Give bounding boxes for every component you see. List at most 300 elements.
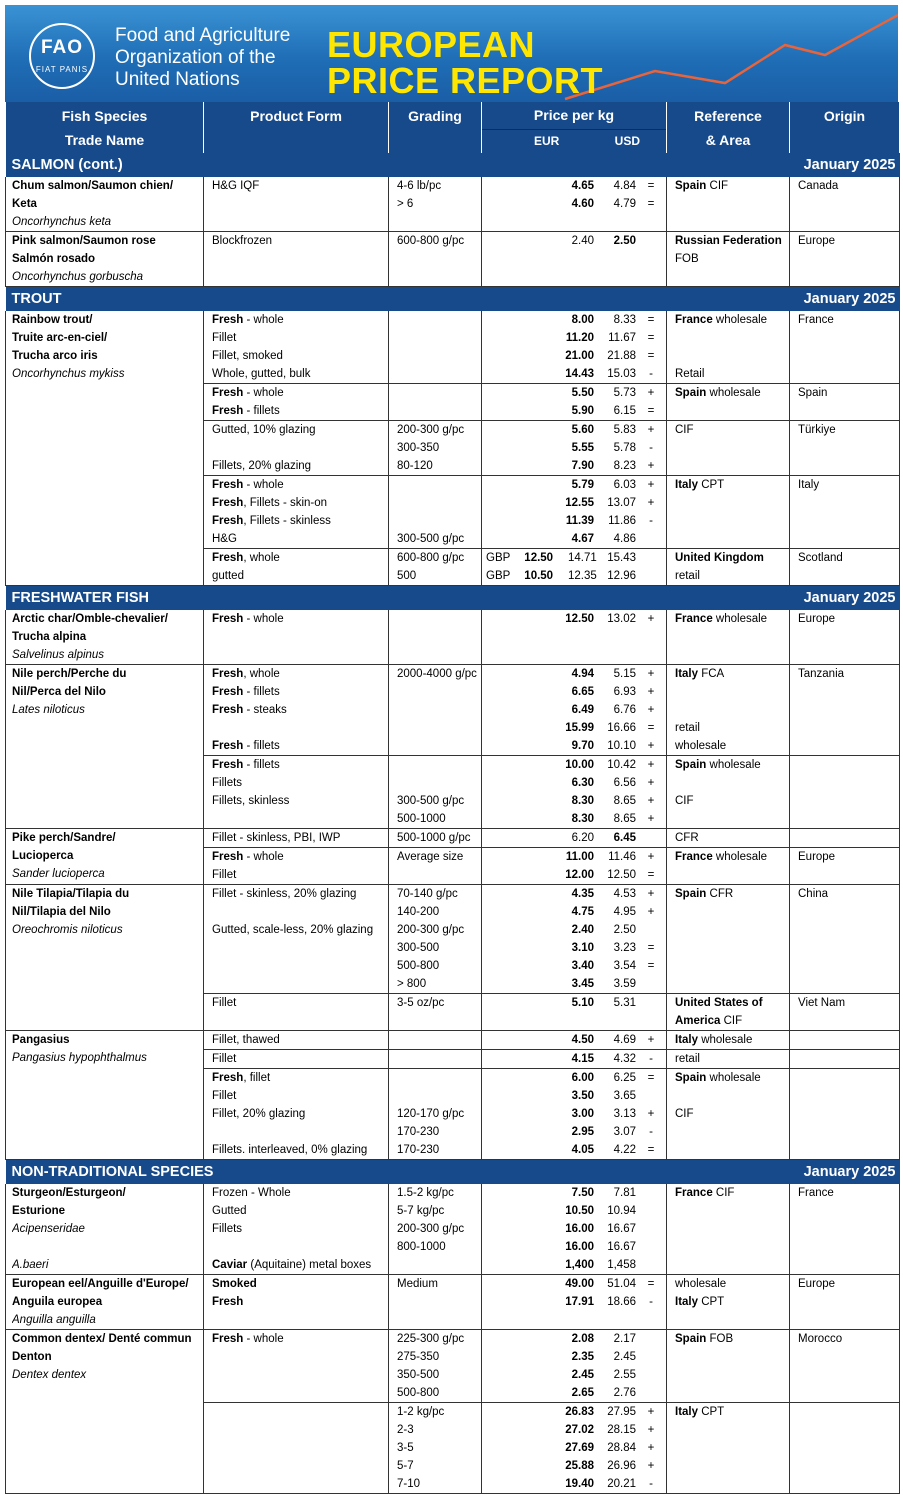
grading bbox=[397, 268, 481, 286]
col-header-species: Fish Species Trade Name bbox=[6, 102, 204, 153]
price-trend bbox=[636, 250, 660, 268]
grading: 275-350 bbox=[397, 1351, 440, 1363]
species-name: A.baeri bbox=[12, 1259, 49, 1271]
reference-area: Italy CPT bbox=[675, 479, 725, 491]
species-name bbox=[12, 1011, 203, 1029]
price-eur: 12.35 bbox=[568, 570, 597, 582]
grading bbox=[397, 774, 481, 792]
product-form: Fillet bbox=[212, 332, 237, 344]
grading: 500-800 bbox=[397, 960, 440, 972]
price-eur: 9.70 bbox=[571, 740, 594, 752]
section-header bbox=[6, 287, 900, 312]
species-name bbox=[12, 509, 203, 527]
price-row bbox=[482, 1220, 666, 1238]
section-name: NON-TRADITIONAL SPECIES bbox=[6, 1160, 667, 1185]
reference-area bbox=[675, 939, 789, 957]
price-trend: = bbox=[647, 942, 655, 954]
price-trend: + bbox=[647, 906, 655, 918]
price-eur: 5.79 bbox=[571, 479, 594, 491]
price-row bbox=[482, 476, 666, 494]
grading bbox=[397, 1311, 481, 1329]
price-usd: 6.76 bbox=[613, 704, 636, 716]
price-row bbox=[482, 939, 666, 957]
price-eur: 10.50 bbox=[565, 1205, 594, 1217]
price-currency bbox=[482, 268, 534, 286]
reference-cell bbox=[667, 1069, 790, 1160]
species-name bbox=[12, 1103, 203, 1121]
price-row bbox=[482, 628, 666, 646]
species-name: Acipenseridae bbox=[12, 1223, 85, 1235]
species-cell bbox=[6, 1184, 204, 1275]
price-eur: 5.90 bbox=[571, 405, 594, 417]
species-name bbox=[12, 545, 203, 563]
price-row bbox=[482, 1105, 666, 1123]
price-row bbox=[482, 756, 666, 774]
origin-cell bbox=[790, 885, 900, 994]
price-eur: 6.49 bbox=[571, 704, 594, 716]
reference-area: CIF bbox=[675, 424, 694, 436]
product-form bbox=[212, 1012, 388, 1030]
species-name bbox=[12, 473, 203, 491]
species-name: Trucha arco iris bbox=[12, 350, 98, 362]
product-form: Smoked bbox=[212, 1278, 257, 1290]
species-name bbox=[12, 939, 203, 957]
product-form bbox=[212, 439, 388, 457]
grading: 300-350 bbox=[397, 442, 440, 454]
origin bbox=[798, 792, 899, 810]
grading-cell bbox=[389, 384, 482, 421]
origin bbox=[798, 1256, 899, 1274]
price-eur: 27.02 bbox=[565, 1424, 594, 1436]
price-trend: - bbox=[649, 368, 653, 380]
origin bbox=[798, 903, 899, 921]
species-name bbox=[12, 527, 203, 545]
origin bbox=[798, 1421, 899, 1439]
reference-cell bbox=[667, 665, 790, 756]
price-row bbox=[482, 1123, 666, 1141]
reference-cell bbox=[667, 610, 790, 665]
price-cell bbox=[482, 1069, 667, 1160]
grading: 4-6 lb/pc bbox=[397, 180, 442, 192]
price-currency bbox=[482, 1238, 534, 1256]
product-form bbox=[212, 719, 388, 737]
product-form: Fillets bbox=[212, 1223, 243, 1235]
price-row bbox=[482, 829, 666, 847]
price-eur: 10.00 bbox=[565, 759, 594, 771]
species-name: Common dentex/ Denté commun bbox=[12, 1333, 192, 1345]
reference-area: Italy wholesale bbox=[675, 1034, 753, 1046]
product-form: Blockfrozen bbox=[212, 235, 273, 247]
origin bbox=[798, 1069, 899, 1087]
reference-area bbox=[675, 347, 789, 365]
price-trend bbox=[636, 829, 660, 847]
product-form: Fresh, Fillets - skinless bbox=[212, 515, 331, 527]
product-form bbox=[212, 195, 388, 213]
price-row bbox=[482, 921, 666, 939]
price-trend: + bbox=[647, 777, 655, 789]
origin-cell bbox=[790, 311, 900, 384]
reference-cell bbox=[667, 885, 790, 994]
price-usd: 6.45 bbox=[613, 832, 636, 844]
price-currency bbox=[482, 384, 534, 402]
price-cell bbox=[482, 665, 667, 756]
price-trend bbox=[636, 1184, 660, 1202]
reference-area: CFR bbox=[675, 832, 699, 844]
price-currency bbox=[482, 195, 534, 213]
species-cell bbox=[6, 232, 204, 287]
reference-cell bbox=[667, 1403, 790, 1494]
grading bbox=[397, 737, 481, 755]
price-cell bbox=[482, 756, 667, 829]
price-currency bbox=[482, 848, 534, 866]
price-usd: 2.50 bbox=[613, 924, 636, 936]
reference-area bbox=[675, 701, 789, 719]
price-eur: 4.50 bbox=[571, 1034, 594, 1046]
grading-cell bbox=[389, 1330, 482, 1403]
table-row bbox=[6, 665, 900, 756]
price-row bbox=[482, 646, 666, 664]
species-cell bbox=[6, 1275, 204, 1330]
product-form: Fresh bbox=[212, 1296, 244, 1308]
origin bbox=[798, 957, 899, 975]
price-row bbox=[482, 549, 666, 567]
price-row bbox=[482, 1050, 666, 1068]
reference-area bbox=[675, 1123, 789, 1141]
grading bbox=[397, 329, 481, 347]
price-row bbox=[482, 195, 666, 213]
price-eur: 11.00 bbox=[565, 851, 594, 863]
species-cell bbox=[6, 1031, 204, 1160]
price-eur: 4.35 bbox=[571, 888, 594, 900]
price-table bbox=[5, 102, 900, 1494]
reference-area: retail bbox=[675, 570, 700, 582]
price-eur: 8.30 bbox=[571, 813, 594, 825]
price-trend: + bbox=[647, 460, 655, 472]
reference-area: Spain CIF bbox=[675, 180, 729, 192]
species-name bbox=[12, 957, 203, 975]
price-trend: = bbox=[647, 332, 655, 344]
price-row bbox=[482, 665, 666, 683]
species-name: Anguila europea bbox=[12, 1296, 103, 1308]
price-row bbox=[482, 329, 666, 347]
reference-area bbox=[675, 494, 789, 512]
reference-area: Italy FCA bbox=[675, 668, 725, 680]
price-currency bbox=[482, 921, 534, 939]
price-row bbox=[482, 975, 666, 993]
origin bbox=[798, 494, 899, 512]
reference-area bbox=[675, 866, 789, 884]
price-usd bbox=[594, 1311, 636, 1329]
price-currency: GBP 10.50 bbox=[486, 570, 554, 582]
logo-text: FAO bbox=[40, 37, 84, 58]
origin: Spain bbox=[798, 387, 828, 399]
species-name bbox=[12, 1139, 203, 1157]
price-currency bbox=[482, 628, 534, 646]
price-usd: 3.13 bbox=[613, 1108, 636, 1120]
price-trend: = bbox=[647, 350, 655, 362]
price-trend bbox=[636, 646, 660, 664]
origin bbox=[798, 1439, 899, 1457]
price-trend: + bbox=[647, 497, 655, 509]
price-cell bbox=[482, 885, 667, 994]
reference-cell bbox=[667, 1031, 790, 1050]
table-row bbox=[6, 1330, 900, 1403]
grading: 140-200 bbox=[397, 906, 440, 918]
grading-cell bbox=[389, 665, 482, 756]
price-trend bbox=[636, 1012, 660, 1030]
origin-cell bbox=[790, 476, 900, 549]
price-eur: 19.40 bbox=[565, 1478, 594, 1490]
price-eur: 2.40 bbox=[571, 235, 594, 247]
origin bbox=[798, 701, 899, 719]
price-usd: 11.67 bbox=[608, 332, 636, 344]
price-cell bbox=[482, 994, 667, 1031]
origin: Europe bbox=[798, 235, 836, 247]
origin bbox=[798, 1475, 899, 1493]
price-row bbox=[482, 250, 666, 268]
table-row bbox=[6, 311, 900, 384]
grading: 1-2 kg/pc bbox=[397, 1406, 445, 1418]
species-name bbox=[12, 1384, 203, 1402]
product-form: Fresh - whole bbox=[212, 314, 284, 326]
reference-area bbox=[675, 921, 789, 939]
product-form-cell bbox=[204, 311, 389, 384]
origin: Scotland bbox=[798, 552, 843, 564]
price-eur: 12.00 bbox=[565, 869, 594, 881]
price-usd: 4.69 bbox=[613, 1034, 636, 1046]
price-currency bbox=[482, 457, 534, 475]
report-title bbox=[327, 24, 604, 101]
price-usd: 4.79 bbox=[613, 198, 636, 210]
origin-cell bbox=[790, 1330, 900, 1403]
product-form: Fillet, 20% glazing bbox=[212, 1108, 306, 1120]
species-name: Nil/Perca del Nilo bbox=[12, 686, 106, 698]
col-header-product-form: Product Form bbox=[204, 102, 389, 153]
product-form bbox=[212, 939, 388, 957]
price-eur: 4.60 bbox=[571, 198, 594, 210]
price-cell bbox=[482, 1275, 667, 1330]
species-name bbox=[12, 737, 203, 755]
price-row bbox=[482, 737, 666, 755]
price-currency bbox=[482, 439, 534, 457]
grading: 70-140 g/pc bbox=[397, 888, 458, 900]
reference-area bbox=[675, 195, 789, 213]
origin bbox=[798, 1366, 899, 1384]
price-trend: - bbox=[649, 515, 653, 527]
reference-cell bbox=[667, 848, 790, 885]
price-eur: 3.00 bbox=[571, 1108, 594, 1120]
price-usd: 21.88 bbox=[607, 350, 636, 362]
price-usd: 4.95 bbox=[613, 906, 636, 918]
product-form: Fresh, whole bbox=[212, 552, 280, 564]
price-eur: 8.30 bbox=[571, 795, 594, 807]
price-row bbox=[482, 512, 666, 530]
price-usd: 28.84 bbox=[607, 1442, 636, 1454]
org-line: Organization of the bbox=[115, 47, 276, 68]
reference-area: wholesale bbox=[675, 740, 727, 752]
grading: 300-500 g/pc bbox=[397, 533, 465, 545]
origin bbox=[798, 347, 899, 365]
price-eur: 4.94 bbox=[571, 668, 594, 680]
price-eur: 5.55 bbox=[571, 442, 594, 454]
price-usd bbox=[594, 1012, 636, 1030]
section-header bbox=[6, 153, 900, 177]
price-usd: 3.07 bbox=[613, 1126, 636, 1138]
col-header-price: Price per kg EUR USD bbox=[482, 102, 667, 153]
product-form bbox=[212, 646, 388, 664]
price-usd: 16.66 bbox=[607, 722, 636, 734]
price-currency bbox=[482, 1348, 534, 1366]
species-name bbox=[12, 1085, 203, 1103]
price-cell bbox=[482, 384, 667, 421]
price-currency bbox=[482, 329, 534, 347]
origin bbox=[798, 402, 899, 420]
product-form-cell bbox=[204, 1050, 389, 1069]
price-currency bbox=[482, 683, 534, 701]
product-form: Fresh - fillets bbox=[212, 740, 280, 752]
price-usd: 3.59 bbox=[613, 978, 636, 990]
price-usd: 2.17 bbox=[613, 1333, 636, 1345]
species-name: European eel/Anguille d'Europe/ bbox=[12, 1278, 189, 1290]
price-usd: 5.31 bbox=[613, 997, 636, 1009]
price-trend: = bbox=[647, 869, 655, 881]
price-usd: 3.65 bbox=[613, 1090, 636, 1102]
product-form bbox=[212, 628, 388, 646]
grading bbox=[397, 402, 481, 420]
species-name: Pangasius bbox=[12, 1034, 70, 1046]
price-currency bbox=[482, 1293, 534, 1311]
price-trend: - bbox=[649, 1126, 653, 1138]
price-row bbox=[482, 1238, 666, 1256]
species-name bbox=[12, 1438, 203, 1456]
product-form: Fresh - whole bbox=[212, 387, 284, 399]
species-name: Pike perch/Sandre/ bbox=[12, 832, 116, 844]
price-eur: 3.45 bbox=[571, 978, 594, 990]
species-name bbox=[12, 993, 203, 1011]
price-trend bbox=[636, 1202, 660, 1220]
reference-area bbox=[675, 1311, 789, 1329]
species-name bbox=[12, 1420, 203, 1438]
price-row bbox=[482, 347, 666, 365]
origin bbox=[798, 1087, 899, 1105]
grading: 3-5 oz/pc bbox=[397, 997, 445, 1009]
price-currency bbox=[482, 1123, 534, 1141]
price-row bbox=[482, 1256, 666, 1274]
reference-area: CIF bbox=[675, 795, 694, 807]
species-name: Chum salmon/Saumon chien/ bbox=[12, 180, 174, 192]
price-usd: 2.50 bbox=[613, 235, 636, 247]
origin-cell bbox=[790, 756, 900, 829]
reference-area: Russian Federation bbox=[675, 235, 782, 247]
price-row bbox=[482, 610, 666, 628]
product-form: Fillets. interleaved, 0% glazing bbox=[212, 1144, 368, 1156]
price-row bbox=[482, 701, 666, 719]
price-eur: 4.75 bbox=[571, 906, 594, 918]
species-name: Esturione bbox=[12, 1205, 66, 1217]
grading-cell bbox=[389, 1050, 482, 1069]
reference-area bbox=[675, 1384, 789, 1402]
origin: France bbox=[798, 1187, 834, 1199]
product-form: Fillet, smoked bbox=[212, 350, 283, 362]
species-cell bbox=[6, 311, 204, 586]
product-form: Fillet bbox=[212, 1090, 237, 1102]
product-form: H&G bbox=[212, 533, 237, 545]
price-trend: = bbox=[647, 1072, 655, 1084]
reference-cell bbox=[667, 1184, 790, 1275]
species-name: Nile perch/Perche du bbox=[12, 668, 127, 680]
price-row bbox=[482, 810, 666, 828]
grading: 3-5 bbox=[397, 1442, 414, 1454]
price-currency bbox=[482, 177, 534, 195]
origin: Tanzania bbox=[798, 668, 845, 680]
reference-area: Spain wholesale bbox=[675, 759, 761, 771]
origin bbox=[798, 567, 899, 585]
price-usd: 4.53 bbox=[613, 888, 636, 900]
reference-area bbox=[675, 268, 789, 286]
price-currency bbox=[482, 810, 534, 828]
grading-cell bbox=[389, 311, 482, 384]
product-form-cell bbox=[204, 610, 389, 665]
product-form: Gutted, scale-less, 20% glazing bbox=[212, 924, 374, 936]
species-name: Lucioperca bbox=[12, 850, 74, 862]
product-form-cell bbox=[204, 549, 389, 586]
table-row bbox=[6, 1031, 900, 1050]
reference-area: retail bbox=[675, 1053, 700, 1065]
origin bbox=[798, 628, 899, 646]
product-form: Fillet - skinless, 20% glazing bbox=[212, 888, 357, 900]
price-eur: 3.40 bbox=[571, 960, 594, 972]
origin bbox=[798, 1202, 899, 1220]
reference-area: United States of bbox=[675, 997, 763, 1009]
product-form bbox=[212, 903, 388, 921]
product-form bbox=[212, 1366, 388, 1384]
grading bbox=[397, 347, 481, 365]
reference-area bbox=[675, 810, 789, 828]
price-eur: 6.00 bbox=[571, 1072, 594, 1084]
species-name: Rainbow trout/ bbox=[12, 314, 93, 326]
price-trend bbox=[636, 1256, 660, 1274]
price-trend: + bbox=[647, 851, 655, 863]
price-row bbox=[482, 1184, 666, 1202]
grading-cell bbox=[389, 549, 482, 586]
reference-area bbox=[675, 1421, 789, 1439]
origin bbox=[798, 829, 899, 847]
org-line: Food and Agriculture bbox=[115, 25, 291, 46]
grading bbox=[397, 1087, 481, 1105]
price-currency bbox=[482, 1220, 534, 1238]
price-eur: 2.40 bbox=[571, 924, 594, 936]
product-form bbox=[212, 810, 388, 828]
price-eur: 21.00 bbox=[565, 350, 594, 362]
product-form bbox=[212, 1475, 388, 1493]
price-row bbox=[482, 1330, 666, 1348]
price-row bbox=[482, 232, 666, 250]
species-name bbox=[12, 563, 203, 581]
origin: Türkiye bbox=[798, 424, 836, 436]
reference-area: Spain wholesale bbox=[675, 387, 761, 399]
species-cell bbox=[6, 885, 204, 1031]
price-usd: 2.45 bbox=[613, 1351, 636, 1363]
price-currency bbox=[482, 1421, 534, 1439]
price-row bbox=[482, 402, 666, 420]
price-currency bbox=[482, 311, 534, 329]
product-form bbox=[212, 957, 388, 975]
price-eur bbox=[534, 1311, 594, 1329]
origin bbox=[798, 1012, 899, 1030]
origin bbox=[798, 1293, 899, 1311]
price-usd: 4.32 bbox=[613, 1053, 636, 1065]
reference-area bbox=[675, 683, 789, 701]
